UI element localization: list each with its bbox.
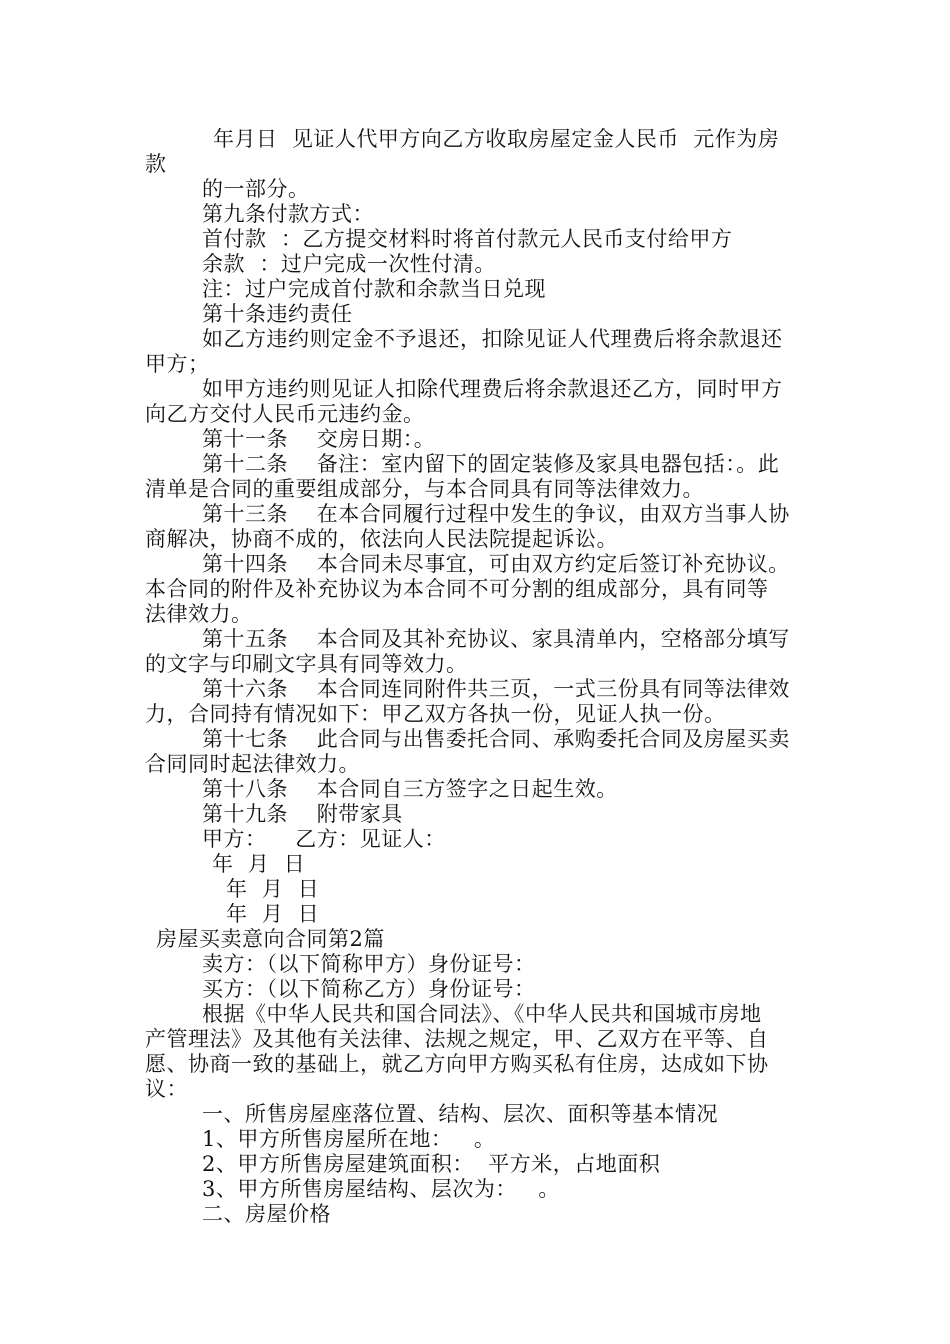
text-line: 第十九条 附带家具 [202, 802, 403, 826]
text-line: 第十条违约责任 [202, 302, 353, 326]
signature-line: 甲方： 乙方：见证人： [202, 827, 446, 851]
text-line: 的文字与印刷文字具有同等效力。 [145, 652, 468, 676]
text-line: 款 [145, 152, 167, 176]
text-line: 3、甲方所售房屋结构、层次为： 。 [202, 1177, 560, 1201]
text-line: 第十七条 此合同与出售委托合同、承购委托合同及房屋买卖 [202, 727, 790, 751]
text-line: 产管理法》及其他有关法律、法规之规定，甲、乙双方在平等、自 [145, 1027, 769, 1051]
text-line: 注：过户完成首付款和余款当日兑现 [202, 277, 546, 301]
text-line: 第十二条 备注：室内留下的固定装修及家具电器包括：。此 [202, 452, 780, 476]
text-line: 2、甲方所售房屋建筑面积： 平方米，占地面积 [202, 1152, 661, 1176]
date-line: 年 月 日 [212, 852, 306, 876]
text-line: 1、甲方所售房屋所在地： 。 [202, 1127, 496, 1151]
text-line: 第十三条 在本合同履行过程中发生的争议，由双方当事人协 [202, 502, 790, 526]
text-line: 首付款 ：乙方提交材料时将首付款元人民币支付给甲方 [202, 227, 733, 251]
text-line: 余款 ：过户完成一次性付清。 [202, 252, 496, 276]
text-line: 一、所售房屋座落位置、结构、层次、面积等基本情况 [202, 1102, 718, 1126]
text-line: 本合同的附件及补充协议为本合同不可分割的组成部分，具有同等 [145, 577, 769, 601]
text-line: 二、房屋价格 [202, 1202, 331, 1226]
date-line: 年 月 日 [226, 902, 320, 926]
text-line: 愿、协商一致的基础上，就乙方向甲方购买私有住房，达成如下协 [145, 1052, 769, 1076]
text-line: 甲方； [145, 352, 210, 376]
text-line: 第十四条 本合同未尽事宜，可由双方约定后签订补充协议。 [202, 552, 790, 576]
text-line: 议： [145, 1077, 188, 1101]
text-line: 清单是合同的重要组成部分，与本合同具有同等法律效力。 [145, 477, 704, 501]
text-line: 第十八条 本合同自三方签字之日起生效。 [202, 777, 618, 801]
text-line: 的一部分。 [202, 177, 310, 201]
date-line: 年 月 日 [226, 877, 320, 901]
text-line: 年月日 见证人代甲方向乙方收取房屋定金人民币 元作为房 [213, 127, 780, 151]
text-line: 如甲方违约则见证人扣除代理费后将余款退还乙方，同时甲方 [202, 377, 783, 401]
text-line: 如乙方违约则定金不予退还，扣除见证人代理费后将余款退还 [202, 327, 783, 351]
text-line: 第十一条 交房日期：。 [202, 427, 436, 451]
text-line: 向乙方交付人民币元违约金。 [145, 402, 425, 426]
text-line: 第十五条 本合同及其补充协议、家具清单内，空格部分填写 [202, 627, 790, 651]
text-line: 第九条付款方式： [202, 202, 374, 226]
text-line: 卖方：（以下简称甲方）身份证号： [202, 952, 536, 976]
text-line: 商解决，协商不成的，依法向人民法院提起诉讼。 [145, 527, 618, 551]
text-line: 合同同时起法律效力。 [145, 752, 360, 776]
text-line: 力，合同持有情况如下：甲乙双方各执一份，见证人执一份。 [145, 702, 726, 726]
section-title: 房屋买卖意向合同第2篇 [156, 927, 385, 951]
text-line: 买方：（以下简称乙方）身份证号： [202, 977, 536, 1001]
text-line: 根据《中华人民共和国合同法》、《中华人民共和国城市房地 [202, 1002, 762, 1026]
text-line: 第十六条 本合同连同附件共三页，一式三份具有同等法律效 [202, 677, 790, 701]
text-line: 法律效力。 [145, 602, 253, 626]
